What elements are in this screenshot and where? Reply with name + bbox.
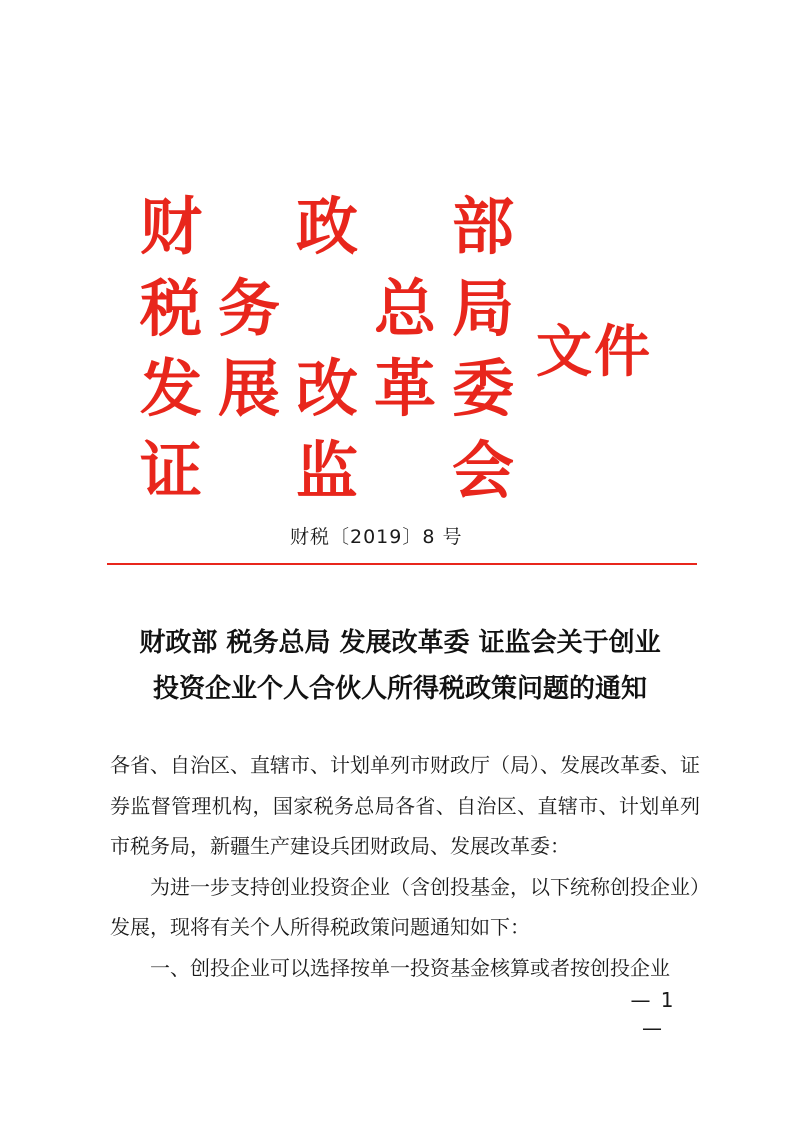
document-suffix: 文件 — [536, 319, 652, 385]
issuer-char: 财 — [140, 190, 203, 263]
issuer-tax-administration — [110, 270, 515, 348]
issuer-char: 革 — [374, 352, 437, 425]
title-line-1: 财政部 税务总局 发展改革委 证监会关于创业 — [139, 628, 661, 658]
issuer-char: 证 — [140, 434, 203, 507]
issuer-char: 政 — [296, 190, 359, 263]
page-number: — 1 — — [630, 988, 676, 1040]
issuer-char: 改 — [296, 352, 359, 425]
issuer-char: 委 — [452, 352, 515, 425]
title-line-2: 投资企业个人合伙人所得税政策问题的通知 — [152, 674, 647, 704]
intro-paragraph: 为进一步支持创业投资企业（含创投基金，以下统称创投企业）发展，现将有关个人所得税政策问题通知如下： — [110, 874, 700, 939]
document-body — [110, 745, 700, 988]
issuing-authorities — [110, 188, 530, 513]
issuer-char: 局 — [452, 272, 515, 345]
issuer-ministry-of-finance — [110, 188, 515, 266]
issuer-char: 监 — [296, 434, 359, 507]
issuer-char: 务 — [218, 272, 281, 345]
issuer-securities-regulatory-commission — [110, 432, 515, 510]
issuer-char: 会 — [452, 434, 515, 507]
article-one-paragraph: 一、创投企业可以选择按单一投资基金核算或者按创投企业 — [150, 955, 670, 980]
document-number: 财税〔2019〕8 号 — [290, 526, 463, 548]
document-title — [100, 620, 700, 712]
issuer-char: 展 — [218, 352, 281, 425]
red-separator-line — [107, 563, 697, 565]
issuer-development-reform-commission — [110, 350, 515, 428]
issuer-char: 部 — [452, 190, 515, 263]
addressees-paragraph: 各省、自治区、直辖市、计划单列市财政厅（局）、发展改革委、证券监督管理机构，国家税务总局各省、自治区、直辖市、计划单列市税务局，新疆生产建设兵团财政局、发展改革委： — [110, 753, 700, 858]
issuer-char: 税 — [140, 272, 203, 345]
issuer-char: 发 — [140, 352, 203, 425]
issuer-char: 总 — [374, 272, 437, 345]
